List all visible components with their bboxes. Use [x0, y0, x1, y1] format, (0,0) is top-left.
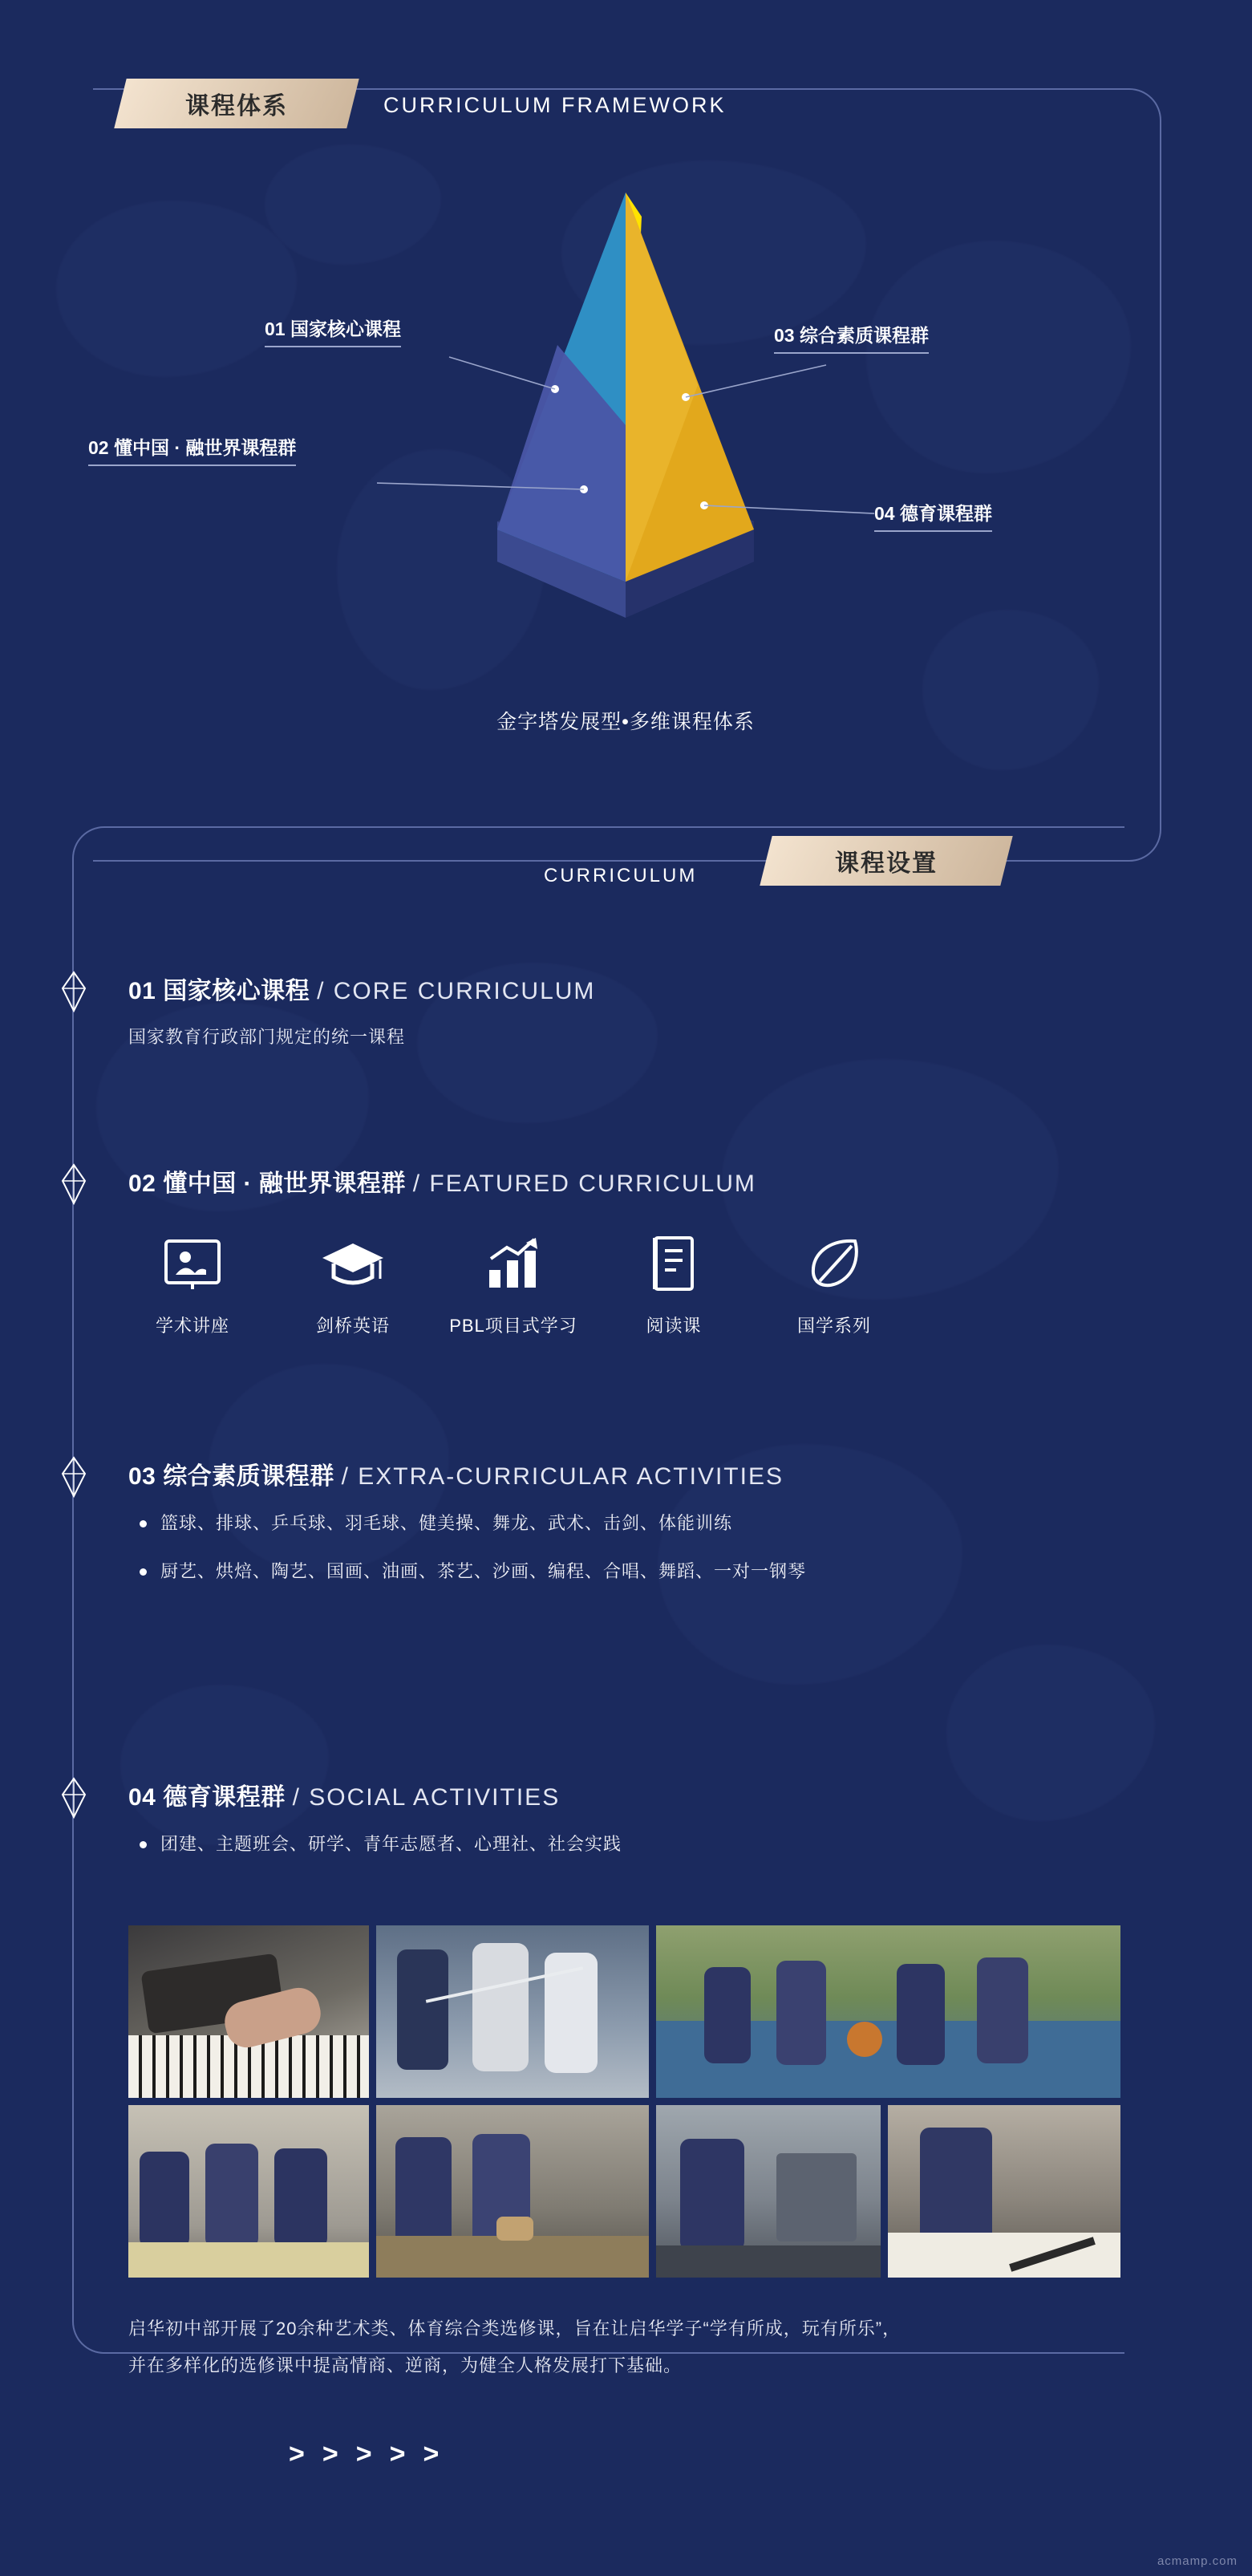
arrow-icon: >	[355, 2439, 377, 2469]
feature-icon-label-pbl: PBL项目式学习	[449, 1316, 577, 1336]
feature-icon-cell-lecture	[128, 1227, 257, 1337]
photo-pottery	[376, 2105, 649, 2278]
curriculum-item-02-num: 02	[128, 1170, 156, 1197]
feature-icon-label-cambridge: 剑桥英语	[315, 1316, 390, 1336]
section-tag-curriculum	[760, 836, 1012, 886]
curriculum-item-03	[128, 1456, 806, 1602]
feature-icon-label-guoxue: 国学系列	[796, 1316, 871, 1336]
curriculum-item-04-heading	[128, 1777, 622, 1812]
curriculum-item-01	[128, 971, 595, 1049]
curriculum-item-03-heading	[128, 1456, 806, 1491]
feature-icon-cell-cambridge	[289, 1227, 417, 1337]
diamond-marker-icon	[58, 1777, 90, 1819]
bar-chart-icon	[449, 1227, 577, 1301]
curriculum-item-01-num: 01	[128, 978, 156, 1004]
pyramid-label-03: 03 综合素质课程群	[774, 321, 929, 354]
leaf-icon	[770, 1227, 898, 1301]
arrow-icon: >	[322, 2439, 343, 2469]
curriculum-item-04-en: / SOCIAL ACTIVITIES	[292, 1784, 561, 1811]
photo-basketball	[656, 1925, 1120, 2098]
curriculum-item-01-title: 国家核心课程	[163, 978, 310, 1004]
pyramid-label-01: 01 国家核心课程	[265, 314, 401, 347]
photo-fencing	[376, 1925, 649, 2098]
diamond-marker-icon	[58, 1456, 90, 1498]
feature-icon-cell-reading	[610, 1227, 738, 1337]
watermark: acmamp.com	[1157, 2554, 1238, 2568]
curriculum-item-03-list	[128, 1506, 806, 1589]
pyramid-diagram	[377, 185, 874, 746]
curriculum-item-02	[128, 1163, 756, 1199]
collage-caption-line1: 启华初中部开展了20余种艺术类、体育综合类选修课，旨在让启华学子“学有所成，玩有所乐”，	[128, 2318, 902, 2339]
curriculum-item-02-title: 懂中国 · 融世界课程群	[163, 1170, 406, 1197]
pyramid-label-04: 04 德育课程群	[874, 499, 992, 532]
curriculum-item-02-heading	[128, 1163, 756, 1199]
photo-collage	[128, 1925, 1123, 2278]
pyramid-label-02: 02 懂中国 · 融世界课程群	[88, 433, 296, 466]
list-item: 团建、主题班会、研学、青年志愿者、心理社、社会实践	[160, 1827, 622, 1862]
arrow-row	[289, 2439, 444, 2470]
collage-caption	[128, 2310, 1123, 2384]
curriculum-item-03-num: 03	[128, 1463, 156, 1490]
photo-piano	[128, 1925, 369, 2098]
section-en-curriculum: CURRICULUM	[544, 865, 698, 886]
graduation-cap-icon	[289, 1227, 417, 1301]
feature-icon-cell-pbl	[449, 1227, 577, 1337]
curriculum-item-02-en: / FEATURED CURRICULUM	[412, 1170, 756, 1197]
curriculum-item-04-list	[128, 1827, 622, 1862]
photo-chess-lab	[128, 2105, 369, 2278]
collage-caption-line2: 并在多样化的选修课中提高情商、逆商，为健全人格发展打下基础。	[128, 2355, 683, 2375]
pyramid-caption: 金字塔发展型•多维课程体系	[496, 711, 755, 733]
section-tag-framework-label: 课程体系	[185, 93, 288, 120]
curriculum-item-03-en: / EXTRA-CURRICULAR ACTIVITIES	[341, 1463, 784, 1490]
photo-classroom	[656, 2105, 881, 2278]
arrow-icon: >	[389, 2439, 411, 2469]
diamond-marker-icon	[58, 971, 90, 1012]
arrow-icon: >	[289, 2439, 310, 2469]
curriculum-item-04-title: 德育课程群	[163, 1784, 286, 1811]
curriculum-item-04	[128, 1777, 622, 1875]
curriculum-item-04-num: 04	[128, 1784, 156, 1811]
arrow-icon: >	[423, 2439, 444, 2469]
lecture-icon	[128, 1227, 257, 1301]
section-tag-framework	[114, 79, 359, 128]
photo-calligraphy	[888, 2105, 1120, 2278]
feature-icon-label-reading: 阅读课	[646, 1316, 702, 1336]
list-item: 厨艺、烘焙、陶艺、国画、油画、茶艺、沙画、编程、合唱、舞蹈、一对一钢琴	[160, 1554, 806, 1589]
feature-icon-cell-guoxue	[770, 1227, 898, 1337]
curriculum-item-01-sub: 国家教育行政部门规定的统一课程	[128, 1027, 406, 1047]
section-en-framework: CURRICULUM FRAMEWORK	[383, 93, 727, 117]
section-tag-curriculum-label: 课程设置	[835, 850, 938, 877]
curriculum-item-01-heading	[128, 971, 595, 1006]
curriculum-item-03-title: 综合素质课程群	[163, 1463, 334, 1490]
diamond-marker-icon	[58, 1163, 90, 1205]
feature-icon-label-lecture: 学术讲座	[155, 1316, 229, 1336]
curriculum-item-01-en: / CORE CURRICULUM	[317, 978, 596, 1004]
book-icon	[610, 1227, 738, 1301]
featured-curriculum-icons	[128, 1227, 898, 1337]
list-item: 篮球、排球、乒乓球、羽毛球、健美操、舞龙、武术、击剑、体能训练	[160, 1506, 806, 1541]
pyramid-svg	[377, 185, 874, 698]
